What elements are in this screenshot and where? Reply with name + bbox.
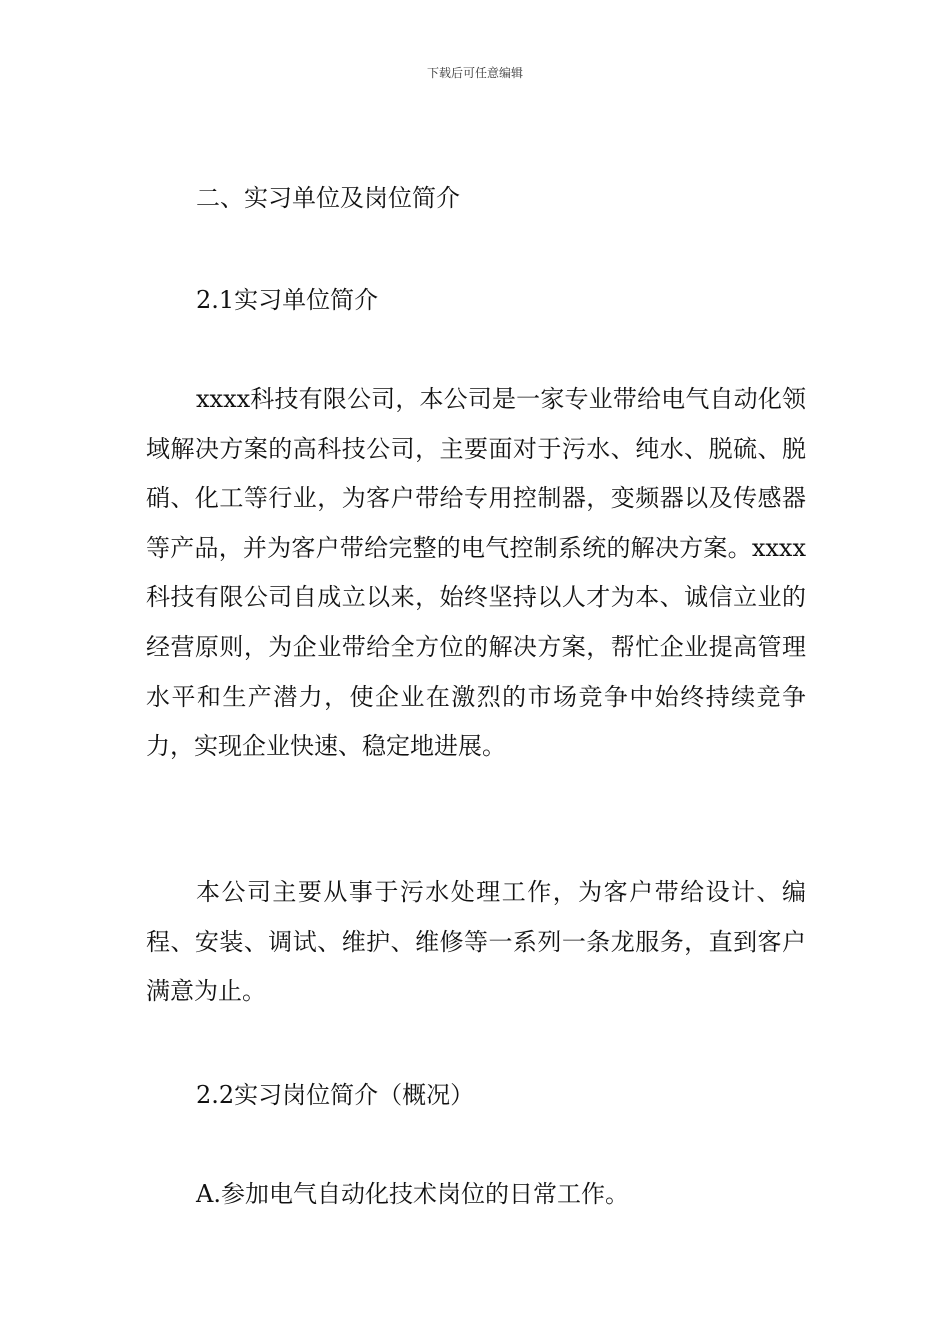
paragraph-company-intro: xxxx科技有限公司，本公司是一家专业带给电气自动化领域解决方案的高科技公司，主要面对于污水、纯水、脱硫、脱硝、化工等行业，为客户带给专用控制器，变频器以及传感器等产品，并为客户带给完整的电气控制系统的解决方案。xxxx科技有限公司自成立以来，始终坚持以人才为本、诚信立业的经营原则，为企业带给全方位的解决方案，帮忙企业提高管理水平和生产潜力，使企业在激烈的市场竞争中始终持续竞争力，实现企业快速、稳定地进展。: [146, 385, 806, 761]
section-title: 二、实习单位及岗位简介: [196, 184, 460, 212]
paragraph-company-business: 本公司主要从事于污水处理工作，为客户带给设计、编程、安装、调试、维护、维修等一系列一条龙服务，直到客户满意为止。: [146, 878, 806, 1006]
subsection-title-2-1: 2.1实习单位简介: [196, 286, 379, 314]
page-header: 下载后可任意编辑: [426, 66, 523, 80]
subsection-title-2-2: 2.2实习岗位简介（概况）: [196, 1081, 475, 1109]
list-item-a: A.参加电气自动化技术岗位的日常工作。: [196, 1180, 629, 1208]
